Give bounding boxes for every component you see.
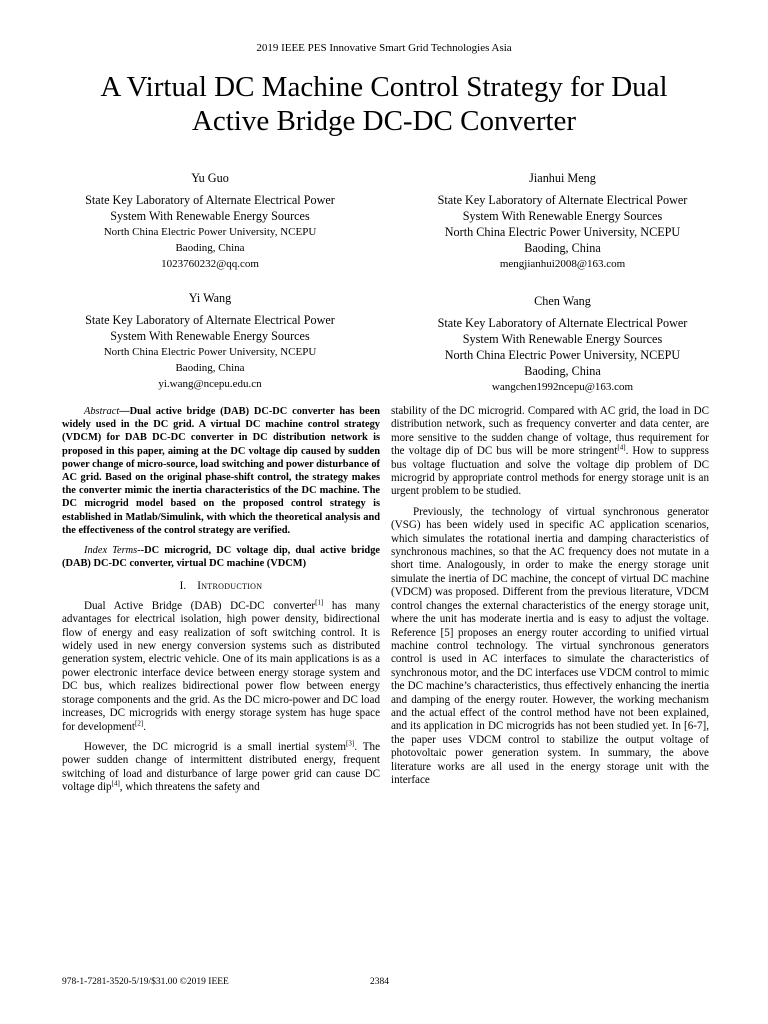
abstract <box>62 405 380 537</box>
text-run: has many advantages for electrical isolation, high power density, bidirectional flow of energy and easy realization of soft switching control. It is widely used in new energy conversion systems such as distributed generation system, electric vehicle. One of its main applications is as a power electronic interface device between energy storage system and DC bus, which realizes bidirectional power flow between energy storage components and the grid. As the DC micro-power and DC load increases, DC microgrids with energy storage system has huge space for development <box>62 599 381 733</box>
text-run: However, the DC microgrid is a small inertial system <box>84 740 347 753</box>
author-affiliation: System With Renewable Energy Sources <box>462 209 663 223</box>
author-affiliation: State Key Laboratory of Alternate Electrical Power <box>85 193 335 207</box>
author-university: North China Electric Power University, NCEPU <box>103 226 317 238</box>
author-name: Yu Guo <box>191 171 229 185</box>
text-run: stability of the DC microgrid. Compared with AC grid, the load in DC distribution network, such as frequency converter and data center, are more sensitive to the sudden change of voltage, thus requirement for the voltage dip of DC bus will be more stringent <box>391 405 709 458</box>
author-affiliation: System With Renewable Energy Sources <box>110 329 310 343</box>
author-name: Chen Wang <box>534 294 591 308</box>
author-university: North China Electric Power University, NCEPU <box>444 225 681 239</box>
abstract-text: —Dual active bridge (DAB) DC-DC converter has been widely used in the DC grid. A virtual DC machine control strategy (VDCM) for DAB DC-DC converter in DC distribution network is proposed in this paper, aiming at the DC voltage dip caused by sudden power change of micro-source, load switching and power disturbance of AC grid. Based on the original phase-shift control, the strategy makes the converter mimic the inertia characteristics of the DC machine. The DC microgrid model based on the proposed control strategy is established in Matlab/Simulink, with which the theoretical analysis and the effectiveness of the control strategy are verified. <box>62 406 380 536</box>
index-terms-label: Index Terms <box>84 545 138 557</box>
citation: [1] <box>315 598 324 607</box>
author-affiliation: State Key Laboratory of Alternate Electrical Power <box>85 313 335 327</box>
citation: [4] <box>617 443 626 452</box>
author-affiliation: State Key Laboratory of Alternate Electrical Power <box>437 316 688 330</box>
intro-paragraph-3 <box>391 405 709 499</box>
author-block-1 <box>40 170 380 272</box>
author-affiliation: System With Renewable Energy Sources <box>462 332 663 346</box>
author-block-4 <box>390 293 735 395</box>
author-name: Jianhui Meng <box>529 171 596 185</box>
author-block-2 <box>390 170 735 272</box>
footer-isbn: 978-1-7281-3520-5/19/$31.00 ©2019 IEEE <box>62 977 229 987</box>
text-run: , which threatens the safety and <box>119 781 260 794</box>
section-heading <box>62 580 380 593</box>
title-line-1: A Virtual DC Machine Control Strategy for Dual <box>100 71 668 103</box>
section-number: I. <box>179 580 187 593</box>
author-university: North China Electric Power University, NCEPU <box>103 346 317 358</box>
author-university: North China Electric Power University, NCEPU <box>444 348 681 362</box>
abstract-label: Abstract <box>84 406 120 417</box>
page-number: 2384 <box>370 977 389 987</box>
text-run: Dual Active Bridge (DAB) DC-DC converter <box>84 599 316 612</box>
author-email: wangchen1992ncepu@163.com <box>491 381 634 393</box>
section-title: Introduction <box>197 580 263 593</box>
author-affiliation: System With Renewable Energy Sources <box>110 209 310 223</box>
title-line-2: Active Bridge DC-DC Converter <box>191 105 577 137</box>
citation: [3] <box>346 739 355 748</box>
paper-title <box>40 70 728 138</box>
left-column <box>62 405 380 802</box>
intro-paragraph-1 <box>62 600 380 734</box>
author-email: mengjianhui2008@163.com <box>499 258 626 270</box>
author-city: Baoding, China <box>175 242 245 254</box>
intro-paragraph-4: Previously, the technology of virtual synchronous generator (VSG) has been widely used in specific AC application scenarios, which simulates the rotational inertia and damping characteristics of synchronous machines, so that the AC frequency does not mutate in a short time. Analogously, in order to make the energy storage unit simulate the inertia of DC machine, the concept of virtual DC machine (VDCM) was proposed. Different from the previous literature, VDCM control changes the external characteristics of the energy storage unit, where the unit has moderate inertia and is easy to adjust the voltage. Reference [5] proposes an energy router according to unified virtual machine control technology. The virtual synchronous generators control is used in AC interfaces to simulate the characteristics of synchronous motor, and the DC interfaces use VDCM control to mimic the DC machine’s characteristics, thus effectively enhancing the inertia and damping of the energy router. However, the working mechanism and the actual effect of the control method have not been explained, and its application in DC microgrids has not been studied yet. In [6-7], the paper uses VDCM control to stabilize the output voltage of photovoltaic power generation system. In summary, the above literature works are all used in the energy storage unit with the interface <box>391 505 709 786</box>
text-run: . The power sudden change of intermittent distributed energy, frequent switching of load and disturbance of large power grid can cause DC voltage dip <box>62 740 381 794</box>
index-terms-text: --DC microgrid, DC voltage dip, dual active bridge (DAB) DC-DC converter, virtual DC machine (VDCM) <box>62 545 380 570</box>
intro-paragraph-2 <box>62 741 380 795</box>
author-email: 1023760232@qq.com <box>161 258 259 270</box>
author-name: Yi Wang <box>188 291 232 305</box>
citation: [4] <box>111 779 120 788</box>
author-email: yi.wang@ncepu.edu.cn <box>158 378 262 390</box>
author-block-3 <box>40 290 380 392</box>
author-city: Baoding, China <box>524 364 601 378</box>
author-affiliation: State Key Laboratory of Alternate Electrical Power <box>437 193 688 207</box>
text-run: . <box>143 720 146 733</box>
author-city: Baoding, China <box>524 241 601 255</box>
right-column <box>391 405 709 794</box>
citation: [2] <box>135 718 144 727</box>
index-terms <box>62 544 380 570</box>
text-run: . How to suppress bus voltage fluctuation and solve the voltage dip problem of DC microgrid by appropriate control methods for energy storage unit is an urgent problem to be studied. <box>391 445 709 498</box>
conference-header: 2019 IEEE PES Innovative Smart Grid Technologies Asia <box>256 42 512 54</box>
author-city: Baoding, China <box>175 362 245 374</box>
